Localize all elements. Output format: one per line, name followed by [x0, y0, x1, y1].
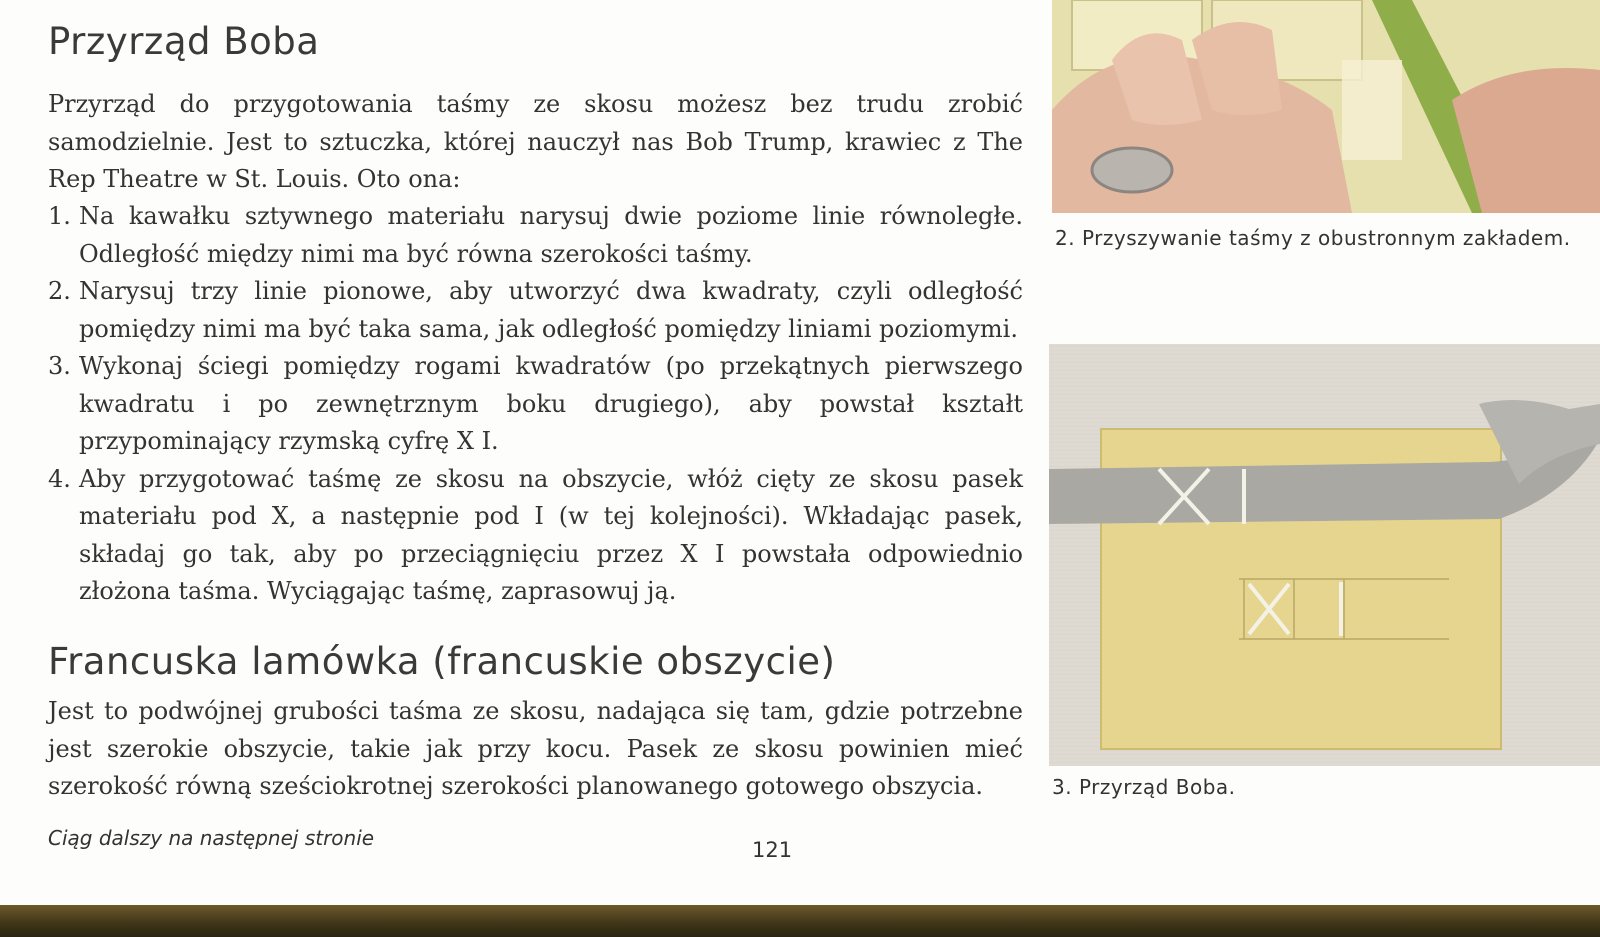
photo-sewing-illustration	[1052, 0, 1600, 213]
step-text: Narysuj trzy linie pionowe, aby utworzyć dwa kwadraty, czyli odległość pomiędzy nimi ma być taka sama, jak odległość pomiędzy liniami poziomymi.	[79, 277, 1023, 343]
step-text: Aby przygotować taśmę ze skosu na obszycie, włóż cięty ze skosu pasek materiału pod X, a następnie pod I (w tej kolejności). Wkładając pasek, składaj go tak, aby po przeciągnięciu przez X I powstała odpowiednio złożona taśma. Wyciągając taśmę, zaprasowuj ją.	[79, 464, 1023, 605]
caption-figure-3: 3. Przyrząd Boba.	[1052, 775, 1236, 799]
step-number: 2.	[48, 277, 71, 305]
step-item	[48, 273, 1023, 348]
step-item	[48, 461, 1023, 611]
steps-list	[48, 198, 1023, 611]
step-number: 1.	[48, 202, 71, 230]
step-text: Na kawałku sztywnego materiału narysuj dwie poziome linie równoległe. Odległość między nimi ma być równa szerokości taśmy.	[79, 202, 1023, 268]
step-item	[48, 348, 1023, 461]
step-text: Wykonaj ściegi pomiędzy rogami kwadratów (po przekątnych pierwszego kwadratu i po zewnętrznym boku drugiego), aby powstał kształt przypominający rzymską cyfrę X I.	[79, 352, 1023, 455]
section-title-przyrzad-boba: Przyrząd Boba	[48, 20, 320, 63]
section-intro: Przyrząd do przygotowania taśmy ze skosu możesz bez trudu zrobić samodzielnie. Jest to sztuczka, której nauczył nas Bob Trump, krawiec z The Rep Theatre w St. Louis. Oto ona:	[48, 90, 1023, 193]
section2-text: Jest to podwójnej grubości taśma ze skosu, nadająca się tam, gdzie potrzebne jest szerokie obszycie, takie jak przy kocu. Pasek ze skosu powinien mieć szerokość równą sześciokrotnej szerokości planowanego gotowego obszycia.	[48, 697, 1023, 800]
step-item	[48, 198, 1023, 273]
step-number: 4.	[48, 464, 71, 493]
section-title-francuska-lamowka: Francuska lamówka (francuskie obszycie)	[48, 640, 836, 683]
caption-figure-2: 2. Przyszywanie taśmy z obustronnym zakładem.	[1055, 226, 1571, 250]
bob-tool-illustration	[1049, 344, 1600, 766]
photo-sewing-bias-tape	[1052, 0, 1600, 213]
photo-bob-tool	[1049, 344, 1600, 766]
step-number: 3.	[48, 352, 71, 380]
page-number: 121	[752, 838, 793, 862]
page-edge-shadow	[0, 905, 1600, 937]
continued-note: Ciąg dalszy na następnej stronie	[48, 826, 375, 850]
